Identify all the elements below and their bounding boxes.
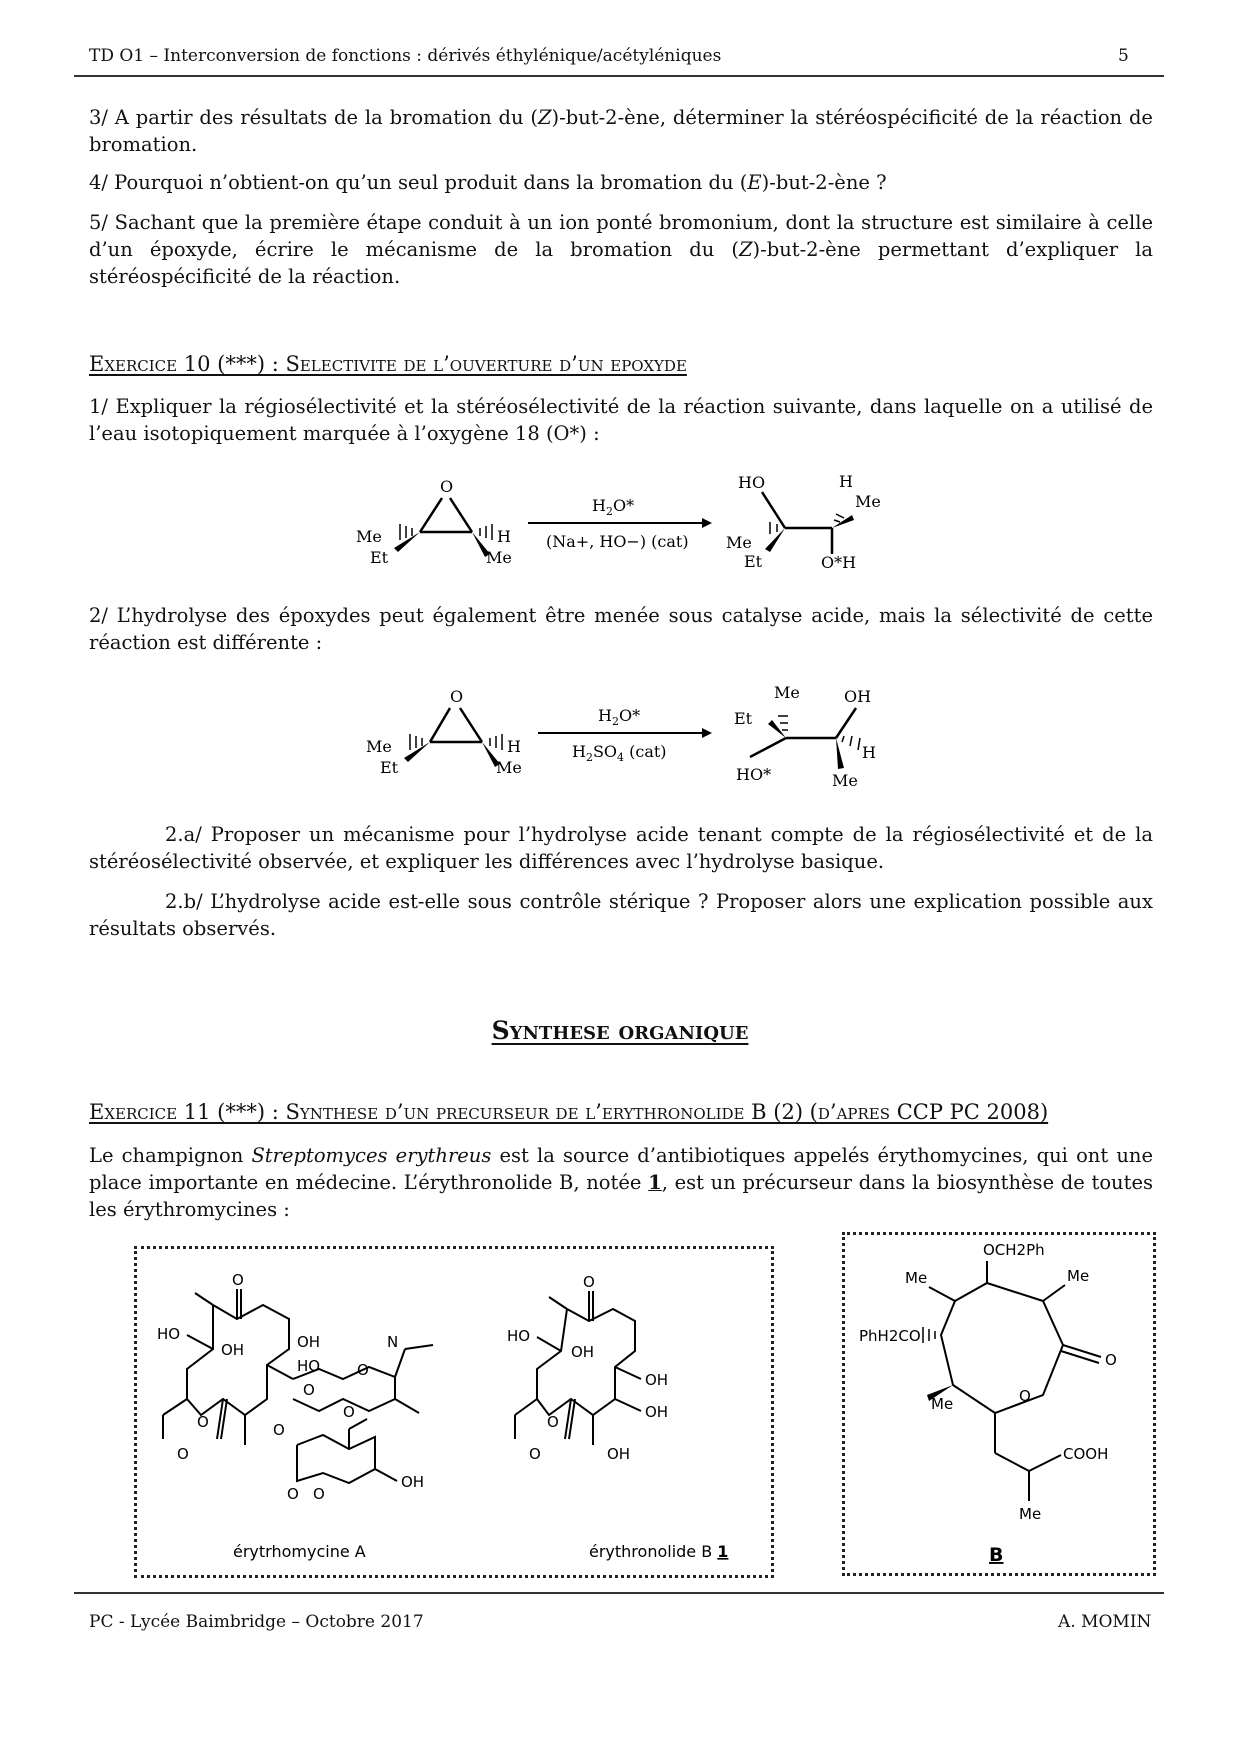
r1-reagent-bottom: (Na+, HO−) (cat)	[546, 532, 689, 551]
reaction-2-scheme	[350, 680, 910, 792]
r2-me2: Me	[496, 758, 522, 777]
eryb-oh-3: OH	[645, 1403, 669, 1421]
label-compound-b: B	[989, 1544, 1004, 1566]
ery-oh-1: OH	[221, 1341, 245, 1359]
b-phh2co: PhH2CO	[859, 1327, 921, 1345]
r2-p-me2: Me	[832, 771, 858, 790]
reaction-1-scheme	[340, 470, 900, 582]
b-me-4: Me	[1019, 1505, 1042, 1523]
eryb-oh-4: OH	[607, 1445, 631, 1463]
r2-et: Et	[380, 758, 399, 777]
exercise-11-title: Exercice 11 (***) : Synthese d’un precurseur de l’erythronolide B (2) (d’apres CCP PC 2008)	[89, 1100, 1049, 1124]
r2-epoxide-o: O	[450, 687, 464, 706]
r1-p-et: Et	[744, 552, 763, 571]
exercise-11-intro: Le champignon Streptomyces erythreus est la source d’antibiotiques appelés érythomycines, qui ont une place importante en médecine. L’érythronolide B, notée 1, est un précurseur dans la biosynthèse de toutes les érythromycines :	[89, 1144, 1153, 1221]
eryb-ho: HO	[507, 1327, 531, 1345]
r2-h: H	[507, 737, 521, 756]
question-4: 4/ Pourquoi n’obtient-on qu’un seul produit dans la bromation du (E)-but-2-ène ?	[89, 171, 887, 194]
r2-reagent-top: $H_2O*$	[598, 706, 641, 728]
r1-reagent-top: $H_2O*$	[592, 496, 635, 518]
ery-o-6: O	[177, 1445, 189, 1463]
exercise-10-q2b: 2.b/ L’hydrolyse acide est-elle sous contrôle stérique ? Proposer alors une explication possible aux résultats observés.	[89, 890, 1153, 940]
exercise-10-title: Exercice 10 (***) : Selectivite de l’ouverture d’un epoxyde	[89, 352, 687, 376]
r2-reagent-bottom: $H_2SO_4$ (cat)	[572, 742, 667, 764]
r1-p-oh: O*H	[821, 553, 857, 572]
page-number: 5	[1118, 46, 1129, 66]
ery-n: N	[387, 1333, 399, 1351]
ery-ho-1: HO	[157, 1325, 181, 1343]
footer-rule	[74, 1592, 1164, 1594]
r1-p-me-left: Me	[726, 533, 752, 552]
eryb-o-2: O	[547, 1413, 559, 1431]
ery-o-8: O	[287, 1485, 299, 1503]
eryb-oh-2: OH	[645, 1371, 669, 1389]
r2-me: Me	[366, 737, 392, 756]
b-och2ph: OCH2Ph	[983, 1241, 1045, 1259]
header-rule	[74, 75, 1164, 77]
question-3: 3/ A partir des résultats de la bromation du (Z)-but-2-ène, déterminer la stéréospécificité de la réaction de bromation.	[89, 106, 1153, 156]
b-me-2: Me	[1067, 1267, 1090, 1285]
label-erythromycin-a: érytrhomycine A	[233, 1542, 366, 1561]
ery-o-4: O	[273, 1421, 285, 1439]
ery-o-9: O	[313, 1485, 325, 1503]
b-me-1: Me	[905, 1269, 928, 1287]
ery-o-sugar: O	[303, 1381, 315, 1399]
r1-p-ho: HO	[738, 473, 766, 492]
r2-p-h: H	[862, 743, 876, 762]
compound-b-structure	[845, 1235, 1153, 1573]
ery-oh-3: OH	[401, 1473, 425, 1491]
erythromycin-structures	[137, 1249, 771, 1575]
question-5: 5/ Sachant que la première étape conduit à un ion ponté bromonium, dont la structure est similaire à celle d’un époxyde, écrire le mécanisme de la bromation du (Z)-but-2-ène permettant d’expliquer la stéréospécificité de la réaction.	[89, 211, 1153, 288]
eryb-o: O	[583, 1273, 595, 1291]
ery-oh-2: OH	[297, 1333, 321, 1351]
r2-p-et: Et	[734, 709, 753, 728]
b-o-carbonyl: O	[1105, 1351, 1117, 1369]
footer-right: A. MOMIN	[1058, 1612, 1152, 1632]
ery-o-5: O	[197, 1413, 209, 1431]
label-erythronolide-b: érythronolide B 1	[589, 1542, 729, 1561]
r1-h: H	[497, 527, 511, 546]
footer-left: PC - Lycée Baimbridge – Octobre 2017	[89, 1612, 424, 1632]
r1-me: Me	[356, 527, 382, 546]
b-o-ring: O	[1019, 1387, 1031, 1405]
exercise-10-q2: 2/ L’hydrolyse des époxydes peut également être menée sous catalyse acide, mais la sélectivité de cette réaction est différente :	[89, 604, 1153, 654]
eryb-oh-1: OH	[571, 1343, 595, 1361]
ery-o-7: O	[343, 1403, 355, 1421]
r1-me2: Me	[486, 548, 512, 567]
r1-et: Et	[370, 548, 389, 567]
b-me-3: Me	[931, 1395, 954, 1413]
ery-o-ketone: O	[232, 1271, 244, 1289]
r1-epoxide-o: O	[440, 477, 454, 496]
header-title: TD O1 – Interconversion de fonctions : dérivés éthylénique/acétyléniques	[89, 46, 722, 66]
exercise-10-q1: 1/ Expliquer la régiosélectivité et la stéréosélectivité de la réaction suivante, dans laquelle on a utilisé de l’eau isotopiquement marquée à l’oxygène 18 (O*) :	[89, 395, 1153, 445]
figure-compound-b-box	[842, 1232, 1156, 1576]
eryb-o-3: O	[529, 1445, 541, 1463]
r1-p-me-right: Me	[855, 492, 881, 511]
ery-ho-2: HO	[297, 1357, 321, 1375]
figure-erythromycin-box	[134, 1246, 774, 1578]
r2-p-ho: HO*	[736, 765, 772, 784]
r2-p-me: Me	[774, 683, 800, 702]
ery-o-3: O	[357, 1361, 369, 1379]
exercise-10-q2a: 2.a/ Proposer un mécanisme pour l’hydrolyse acide tenant compte de la régiosélectivité et de la stéréosélectivité observée, et expliquer les différences avec l’hydrolyse basique.	[89, 823, 1153, 873]
b-cooh: COOH	[1063, 1445, 1109, 1463]
r2-p-oh: OH	[844, 687, 872, 706]
section-title: Synthese organique	[491, 1016, 749, 1045]
r1-p-h: H	[839, 472, 853, 491]
